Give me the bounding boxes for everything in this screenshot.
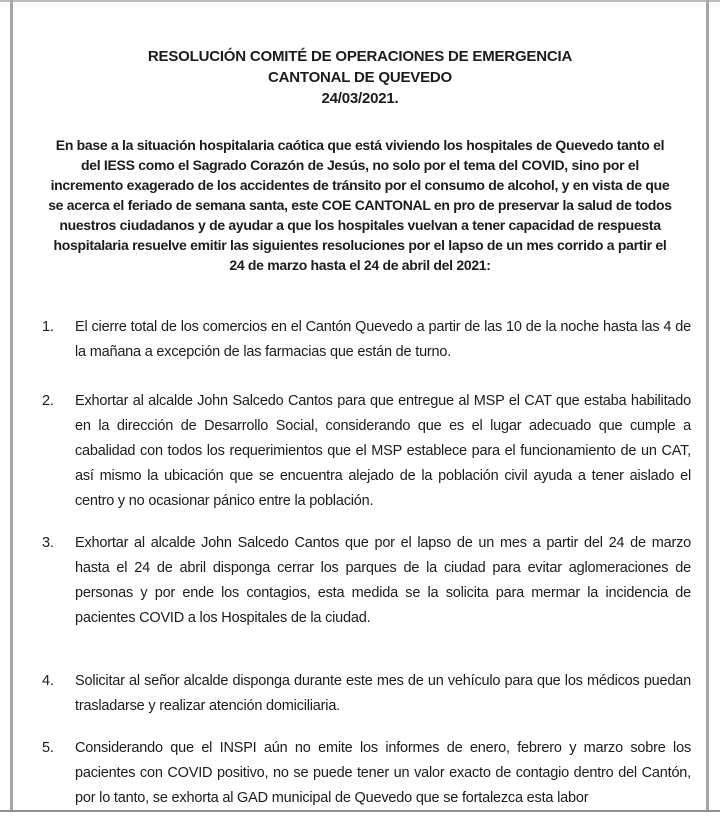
page-border-left — [10, 0, 13, 811]
intro-line: En base a la situación hospitalaria caótica que está viviendo los hospitales de Quevedo tanto el — [55, 137, 665, 153]
intro-line: hospitalaria resuelve emitir las siguientes resoluciones por el lapso de un mes corrido a partir el — [53, 237, 667, 253]
intro-line: nuestros ciudadanos y de ayudar a que los hospitales vuelvan a tener capacidad de respuesta — [59, 217, 661, 233]
intro-line: incremento exagerado de los accidentes de tránsito por el consumo de alcohol, y en vista de que — [50, 177, 670, 193]
page-border-right — [706, 0, 709, 811]
document-title-line: 24/03/2021. — [321, 90, 399, 107]
resolution-item-1 — [42, 315, 691, 365]
item-text: El cierre total de los comercios en el Cantón Quevedo a partir de las 10 de la noche hasta las 4 de la mañana a excepción de las farmacias que están de turno. — [75, 319, 691, 360]
resolution-item-3 — [42, 531, 691, 631]
item-text: Solicitar al señor alcalde disponga durante este mes de un vehículo para que los médicos puedan trasladarse y realizar atención domiciliaria. — [75, 673, 691, 714]
resolution-item-4 — [42, 669, 691, 719]
item-number: 4. — [42, 673, 54, 689]
intro-line: 24 de marzo hasta el 24 de abril del 2021: — [229, 257, 491, 273]
intro-line: del IESS como el Sagrado Corazón de Jesús, no solo por el tema del COVID, sino por el — [81, 157, 639, 173]
intro-line: se acerca el feriado de semana santa, este COE CANTONAL en pro de preservar la salud de todos — [48, 197, 672, 213]
item-text: Considerando que el INSPI aún no emite los informes de enero, febrero y marzo sobre los pacientes con COVID positivo, no se puede tener un valor exacto de contagio dentro del Cantón, por lo tanto, se exhorta al GAD municipal de Quevedo que se fortalezca esta labor — [75, 740, 691, 806]
document-title — [0, 46, 720, 109]
resolution-item-5 — [42, 736, 691, 811]
page-border-top — [0, 0, 720, 2]
document-title-line: RESOLUCIÓN COMITÉ DE OPERACIONES DE EMERGENCIA — [147, 48, 573, 65]
item-number: 5. — [42, 740, 54, 756]
item-number: 3. — [42, 535, 54, 551]
document-title-line: CANTONAL DE QUEVEDO — [267, 69, 452, 86]
item-text: Exhortar al alcalde John Salcedo Cantos para que entregue al MSP el CAT que estaba habilitado en la dirección de Desarrollo Social, considerando que es el lugar adecuado que cumple a cabalidad con todos los requerimientos que el MSP establece para el funcionamiento de un CAT, así mismo la ubicación que se encuentra alejado de la población civil ayuda a tener aislado el centro y no ocasionar pánico entre la población. — [75, 393, 691, 509]
item-number: 1. — [42, 319, 54, 335]
resolution-item-2 — [42, 389, 691, 514]
item-number: 2. — [42, 393, 54, 409]
page-border-bottom — [0, 810, 720, 812]
resolutions-list — [42, 315, 691, 811]
item-text: Exhortar al alcalde John Salcedo Cantos que por el lapso de un mes a partir del 24 de marzo hasta el 24 de abril disponga cerrar los parques de la ciudad para evitar aglomeraciones de personas y por ende los contagios, esta medida se la solicita para mermar la incidencia de pacientes COVID a los Hospitales de la ciudad. — [75, 535, 691, 626]
intro-paragraph — [22, 135, 698, 275]
